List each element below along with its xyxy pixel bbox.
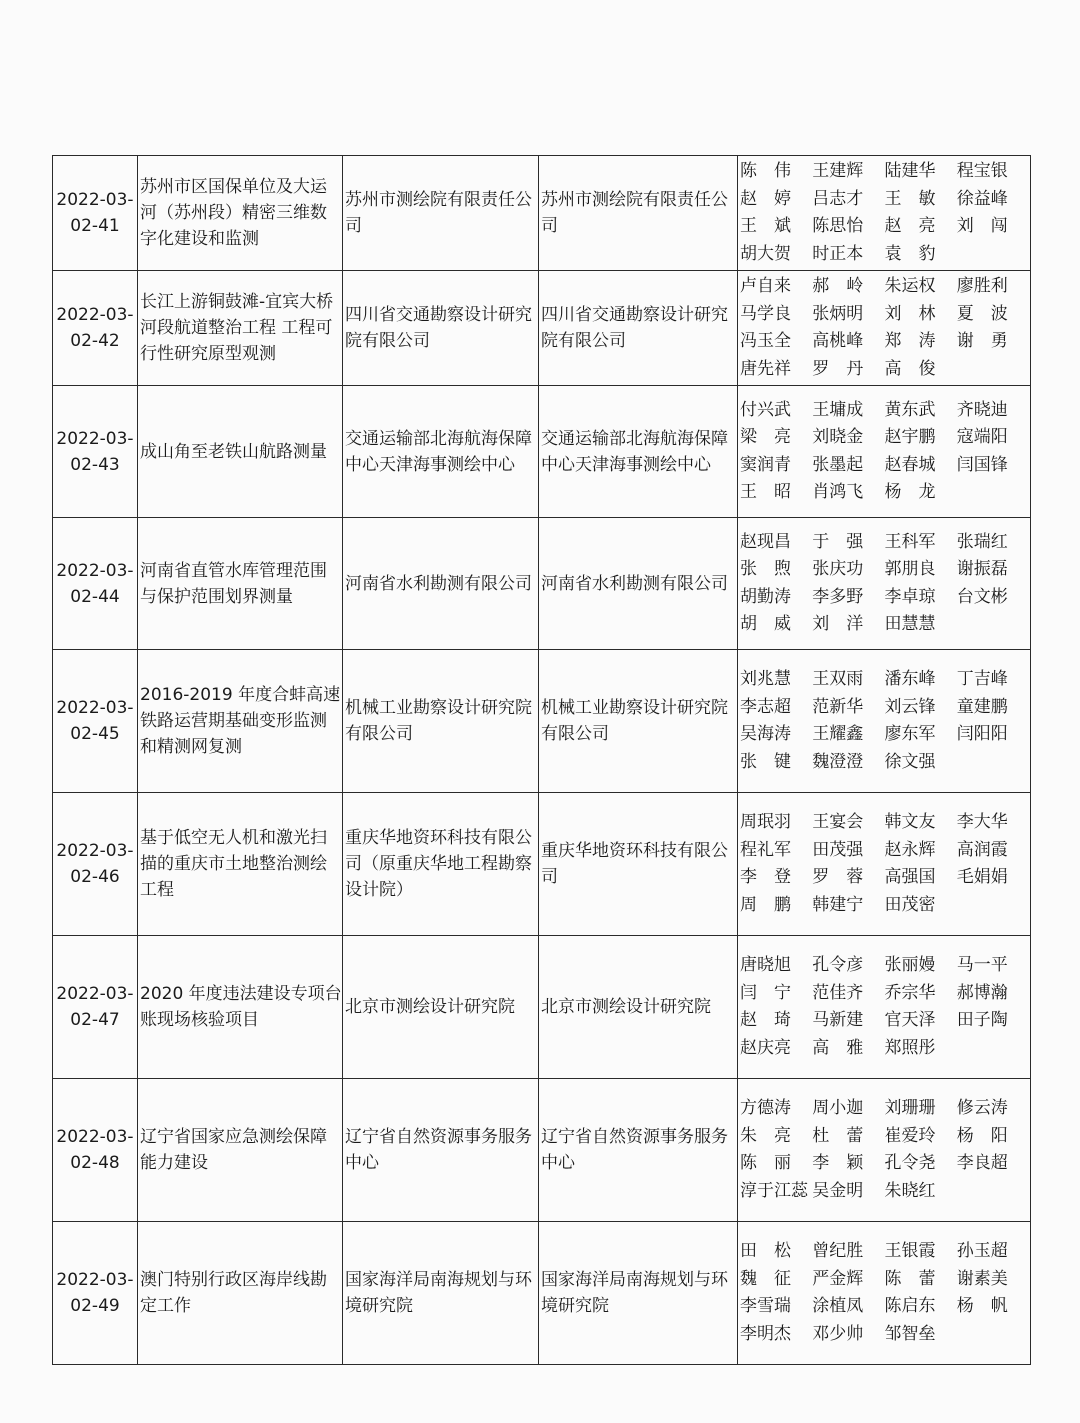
- person-name: 田茂强: [812, 839, 864, 860]
- completers-cell: [738, 793, 1031, 936]
- person-name: 朱 亮: [740, 1125, 791, 1146]
- table-row: [53, 1079, 1031, 1222]
- completers-cell: [738, 271, 1031, 386]
- person-name: 魏澄澄: [812, 751, 864, 772]
- person-name: 卢自来: [740, 276, 791, 296]
- applicant-unit: [343, 936, 539, 1079]
- person-name: 唐晓旭: [740, 955, 791, 975]
- person-name: 曾纪胜: [812, 1241, 864, 1261]
- person-name: 刘珊珊: [884, 1098, 936, 1118]
- person-name: 赵永辉: [884, 839, 936, 860]
- person-name: [957, 356, 1029, 384]
- project-name-text: 基于低空无人机和激光扫描的重庆市土地整治测绘工程: [140, 828, 327, 900]
- person-name: 陈 丽: [740, 1153, 791, 1173]
- person-name: 张炳明: [812, 303, 864, 324]
- person-name: 修云涛: [956, 1098, 1008, 1118]
- table-row: [53, 1222, 1031, 1365]
- project-name-text: 2020 年度违法建设专项台账现场核验项目: [140, 984, 342, 1030]
- table-row: [53, 936, 1031, 1079]
- person-name: 马一平: [956, 955, 1008, 975]
- completers-list: [740, 158, 1029, 268]
- person-name: 高 俊: [884, 358, 936, 379]
- person-name: 赵宇鹏: [884, 427, 936, 447]
- completers-list: [740, 809, 1029, 919]
- completers-cell: [738, 936, 1031, 1079]
- applicant-unit-text: 四川省交通勘察设计研究院有限公司: [345, 305, 532, 351]
- person-name: 涂植凤: [812, 1296, 864, 1316]
- completers-cell: [738, 518, 1031, 650]
- person-name: 李明杰: [740, 1323, 791, 1344]
- person-name: 胡勤涛: [740, 586, 791, 607]
- project-name: [138, 156, 343, 271]
- person-name: 罗 蓉: [812, 867, 864, 887]
- project-name-text: 成山角至老铁山航路测量: [140, 441, 327, 462]
- project-name: [138, 386, 343, 518]
- completing-unit-text: 四川省交通勘察设计研究院有限公司: [541, 305, 728, 351]
- award-table: [52, 155, 1031, 1365]
- person-name: 周小迦: [812, 1098, 864, 1118]
- person-name: 田茂密: [884, 894, 936, 915]
- person-name: 赵 琦: [740, 1010, 791, 1030]
- person-name: 孔令彦: [812, 955, 864, 975]
- project-name-text: 长江上游铜鼓滩-宜宾大桥河段航道整治工程 工程可行性研究原型观测: [140, 292, 334, 364]
- project-name: [138, 793, 343, 936]
- table-row: [53, 386, 1031, 518]
- completing-unit-text: 北京市测绘设计研究院: [541, 997, 711, 1017]
- project-number-text: 2022-03- 02-46: [56, 841, 134, 887]
- completers-cell: [738, 1222, 1031, 1365]
- person-name: 刘 林: [884, 303, 936, 324]
- project-name-text: 2016-2019 年度合蚌高速铁路运营期基础变形监测和精测网复测: [140, 685, 341, 757]
- person-name: 陈思怡: [812, 216, 864, 236]
- person-name: 张庆功: [812, 559, 864, 579]
- person-name: 闫阳阳: [956, 724, 1008, 744]
- person-name: 王宴会: [812, 812, 864, 832]
- person-name: 丁吉峰: [956, 669, 1008, 689]
- completers-cell: [738, 156, 1031, 271]
- completing-unit-text: 重庆华地资环科技有限公司: [541, 841, 728, 887]
- completing-unit: [539, 793, 738, 936]
- person-name: 杨 阳: [956, 1125, 1008, 1146]
- person-name: 杨 龙: [884, 482, 936, 502]
- person-name: 刘云锋: [884, 696, 936, 717]
- person-name: 李大华: [956, 812, 1008, 832]
- project-number: [53, 271, 138, 386]
- person-name: 陆建华: [884, 161, 936, 181]
- completing-unit: [539, 271, 738, 386]
- completing-unit-text: 辽宁省自然资源事务服务中心: [541, 1127, 728, 1173]
- person-name: 张 煦: [740, 559, 791, 579]
- project-number: [53, 936, 138, 1079]
- person-name: 田 松: [740, 1241, 791, 1261]
- person-name: 严金辉: [812, 1268, 864, 1289]
- person-name: 陈 伟: [740, 161, 791, 181]
- person-name: 王墉成: [812, 399, 864, 420]
- completers-list: [740, 1238, 1029, 1348]
- person-name: 童建鹏: [956, 696, 1008, 717]
- person-name: 夏 波: [956, 303, 1008, 324]
- applicant-unit-text: 苏州市测绘院有限责任公司: [345, 190, 532, 236]
- person-name: 杜 蕾: [812, 1125, 864, 1146]
- person-name: 胡大贺: [740, 243, 791, 264]
- person-name: [957, 749, 1029, 777]
- person-name: 郑 涛: [884, 331, 936, 351]
- project-number: [53, 386, 138, 518]
- person-name: 郭朋良: [884, 559, 936, 579]
- person-name: [957, 892, 1029, 920]
- person-name: 李良超: [956, 1153, 1008, 1173]
- project-number: [53, 1079, 138, 1222]
- project-number-text: 2022-03- 02-49: [56, 1270, 134, 1316]
- person-name: 窦润青: [740, 454, 791, 475]
- person-name: 张丽嫚: [884, 955, 936, 975]
- completers-list: [740, 952, 1029, 1062]
- person-name: 邹智垒: [884, 1323, 936, 1344]
- person-name: 杨 帆: [956, 1296, 1008, 1316]
- person-name: 程礼军: [740, 839, 791, 860]
- project-name: [138, 936, 343, 1079]
- person-name: 范佳齐: [812, 982, 864, 1003]
- person-name: 淳于江蕊: [740, 1180, 808, 1201]
- person-name: 王银霞: [884, 1241, 936, 1261]
- person-name: 李志超: [740, 696, 791, 717]
- person-name: 袁 豹: [884, 243, 936, 264]
- person-name: 郑照彤: [884, 1037, 936, 1058]
- person-name: 乔宗华: [884, 982, 936, 1003]
- person-name: 王 昭: [740, 482, 791, 502]
- person-name: 王双雨: [812, 669, 864, 689]
- person-name: 吕志才: [812, 188, 864, 209]
- completers-cell: [738, 650, 1031, 793]
- person-name: 闫 宁: [740, 982, 791, 1003]
- person-name: 田慧慧: [884, 614, 936, 634]
- person-name: 王科军: [884, 531, 936, 552]
- project-name: [138, 518, 343, 650]
- person-name: 李 颖: [812, 1153, 864, 1173]
- person-name: 廖胜利: [956, 276, 1008, 296]
- project-name: [138, 271, 343, 386]
- person-name: 冯玉全: [740, 331, 791, 351]
- table-row: [53, 518, 1031, 650]
- person-name: 闫国锋: [956, 454, 1008, 475]
- applicant-unit-text: 北京市测绘设计研究院: [345, 997, 515, 1017]
- person-name: 吴金明: [812, 1180, 864, 1201]
- applicant-unit: [343, 386, 539, 518]
- applicant-unit-text: 河南省水利勘测有限公司: [345, 573, 532, 594]
- person-name: 赵庆亮: [740, 1037, 791, 1058]
- project-name-text: 辽宁省国家应急测绘保障能力建设: [140, 1127, 327, 1173]
- person-name: 王 敏: [884, 188, 936, 209]
- person-name: 潘东峰: [884, 669, 936, 689]
- person-name: 魏 征: [740, 1268, 791, 1289]
- project-number-text: 2022-03- 02-44: [56, 560, 134, 607]
- project-name-text: 苏州市区国保单位及大运河（苏州段）精密三维数字化建设和监测: [140, 177, 327, 249]
- person-name: 朱运权: [884, 276, 936, 296]
- person-name: 高强国: [884, 867, 936, 887]
- applicant-unit: [343, 518, 539, 650]
- completing-unit: [539, 650, 738, 793]
- person-name: 谢 勇: [956, 331, 1008, 351]
- person-name: 王 斌: [740, 216, 791, 236]
- person-name: 孔令尧: [884, 1153, 936, 1173]
- person-name: 台文彬: [956, 586, 1008, 607]
- person-name: 黄东武: [884, 399, 936, 420]
- person-name: 王耀鑫: [812, 724, 864, 744]
- person-name: 韩文友: [884, 812, 936, 832]
- person-name: 高桃峰: [812, 331, 864, 351]
- project-name: [138, 1222, 343, 1365]
- person-name: 毛娟娟: [956, 867, 1008, 887]
- person-name: 李雪瑞: [740, 1296, 791, 1316]
- person-name: 韩建宁: [812, 894, 864, 915]
- completing-unit: [539, 386, 738, 518]
- person-name: 田子陶: [956, 1010, 1008, 1030]
- completing-unit-text: 机械工业勘察设计研究院有限公司: [541, 698, 728, 744]
- person-name: 罗 丹: [812, 358, 864, 379]
- completing-unit: [539, 518, 738, 650]
- person-name: 张墨起: [812, 454, 864, 475]
- person-name: 胡 威: [740, 614, 791, 634]
- person-name: 官天泽: [884, 1010, 936, 1030]
- person-name: 孙玉超: [956, 1241, 1008, 1261]
- completing-unit-text: 河南省水利勘测有限公司: [541, 573, 728, 594]
- person-name: 徐益峰: [956, 188, 1008, 209]
- person-name: 谢素美: [956, 1268, 1008, 1289]
- applicant-unit: [343, 271, 539, 386]
- person-name: 周 鹏: [740, 894, 791, 915]
- person-name: [957, 241, 1029, 269]
- applicant-unit: [343, 650, 539, 793]
- applicant-unit-text: 辽宁省自然资源事务服务中心: [345, 1127, 532, 1173]
- person-name: 李 登: [740, 867, 791, 887]
- project-name: [138, 650, 343, 793]
- project-number: [53, 156, 138, 271]
- applicant-unit-text: 机械工业勘察设计研究院有限公司: [345, 698, 532, 744]
- project-name: [138, 1079, 343, 1222]
- person-name: 邓少帅: [812, 1323, 864, 1344]
- person-name: 赵 亮: [884, 216, 936, 236]
- applicant-unit-text: 重庆华地资环科技有限公司（原重庆华地工程勘察设计院）: [345, 828, 532, 900]
- person-name: 赵 婷: [740, 188, 791, 209]
- person-name: 马学良: [740, 303, 791, 324]
- applicant-unit-text: 交通运输部北海航海保障中心天津海事测绘中心: [345, 428, 532, 475]
- person-name: 方德涛: [740, 1098, 791, 1118]
- completing-unit: [539, 156, 738, 271]
- person-name: 刘晓金: [812, 427, 864, 447]
- person-name: 马新建: [812, 1010, 864, 1030]
- person-name: 刘 洋: [812, 614, 864, 634]
- person-name: 赵春城: [884, 454, 936, 475]
- project-name-text: 澳门特别行政区海岸线勘定工作: [140, 1270, 327, 1316]
- completing-unit: [539, 936, 738, 1079]
- completing-unit-text: 苏州市测绘院有限责任公司: [541, 190, 728, 236]
- project-number-text: 2022-03- 02-47: [56, 984, 134, 1030]
- person-name: 程宝银: [956, 161, 1008, 181]
- project-name-text: 河南省直管水库管理范围与保护范围划界测量: [140, 560, 327, 607]
- person-name: 陈 蕾: [884, 1268, 936, 1289]
- applicant-unit: [343, 1222, 539, 1365]
- project-number: [53, 650, 138, 793]
- person-name: 梁 亮: [740, 427, 791, 447]
- person-name: 张 键: [740, 751, 791, 772]
- person-name: 范新华: [812, 696, 864, 717]
- person-name: 寇端阳: [956, 427, 1008, 447]
- person-name: [957, 1035, 1029, 1063]
- completers-list: [740, 529, 1029, 639]
- person-name: 廖东军: [884, 724, 936, 744]
- project-number: [53, 793, 138, 936]
- person-name: 赵现昌: [740, 531, 791, 552]
- table-row: [53, 793, 1031, 936]
- project-number-text: 2022-03- 02-41: [56, 190, 134, 236]
- person-name: 肖鸿飞: [812, 482, 864, 502]
- project-number-text: 2022-03- 02-42: [56, 305, 134, 351]
- completers-cell: [738, 1079, 1031, 1222]
- person-name: 陈启东: [884, 1296, 936, 1316]
- project-number: [53, 1222, 138, 1365]
- completers-list: [740, 666, 1029, 776]
- person-name: 高 雅: [812, 1037, 864, 1058]
- person-name: 李多野: [812, 586, 864, 607]
- person-name: 郝 岭: [812, 276, 864, 296]
- project-number-text: 2022-03- 02-43: [56, 428, 134, 475]
- completers-list: [740, 273, 1029, 383]
- person-name: 时正本: [812, 243, 864, 264]
- person-name: 高润霞: [956, 839, 1008, 860]
- table-row: [53, 156, 1031, 271]
- person-name: 周珉羽: [740, 812, 791, 832]
- person-name: 吴海涛: [740, 724, 791, 744]
- project-number-text: 2022-03- 02-48: [56, 1127, 134, 1173]
- completers-cell: [738, 386, 1031, 518]
- applicant-unit: [343, 793, 539, 936]
- person-name: 王建辉: [812, 161, 864, 181]
- person-name: [957, 1321, 1029, 1349]
- table-row: [53, 271, 1031, 386]
- person-name: 齐晓迪: [956, 399, 1008, 420]
- person-name: 张瑞红: [956, 531, 1008, 552]
- person-name: 付兴武: [740, 399, 791, 420]
- completing-unit-text: 国家海洋局南海规划与环境研究院: [541, 1270, 728, 1316]
- table-row: [53, 650, 1031, 793]
- person-name: 于 强: [812, 531, 864, 552]
- project-number-text: 2022-03- 02-45: [56, 698, 134, 744]
- applicant-unit: [343, 156, 539, 271]
- applicant-unit: [343, 1079, 539, 1222]
- person-name: [957, 611, 1029, 639]
- completing-unit: [539, 1222, 738, 1365]
- applicant-unit-text: 国家海洋局南海规划与环境研究院: [345, 1270, 532, 1316]
- person-name: [957, 1178, 1029, 1206]
- person-name: 徐文强: [884, 751, 936, 772]
- completers-list: [740, 1095, 1029, 1205]
- person-name: 刘 闯: [956, 216, 1008, 236]
- person-name: 朱晓红: [884, 1180, 936, 1201]
- project-number: [53, 518, 138, 650]
- person-name: 谢振磊: [956, 559, 1008, 579]
- person-name: 唐先祥: [740, 358, 791, 379]
- person-name: 崔爱玲: [884, 1125, 936, 1146]
- person-name: 刘兆慧: [740, 669, 791, 689]
- completing-unit: [539, 1079, 738, 1222]
- person-name: 李卓琼: [884, 586, 936, 607]
- completers-list: [740, 397, 1029, 507]
- person-name: 郝博瀚: [956, 982, 1008, 1003]
- completing-unit-text: 交通运输部北海航海保障中心天津海事测绘中心: [541, 428, 728, 475]
- person-name: [957, 479, 1029, 507]
- award-table-body: [53, 156, 1031, 1365]
